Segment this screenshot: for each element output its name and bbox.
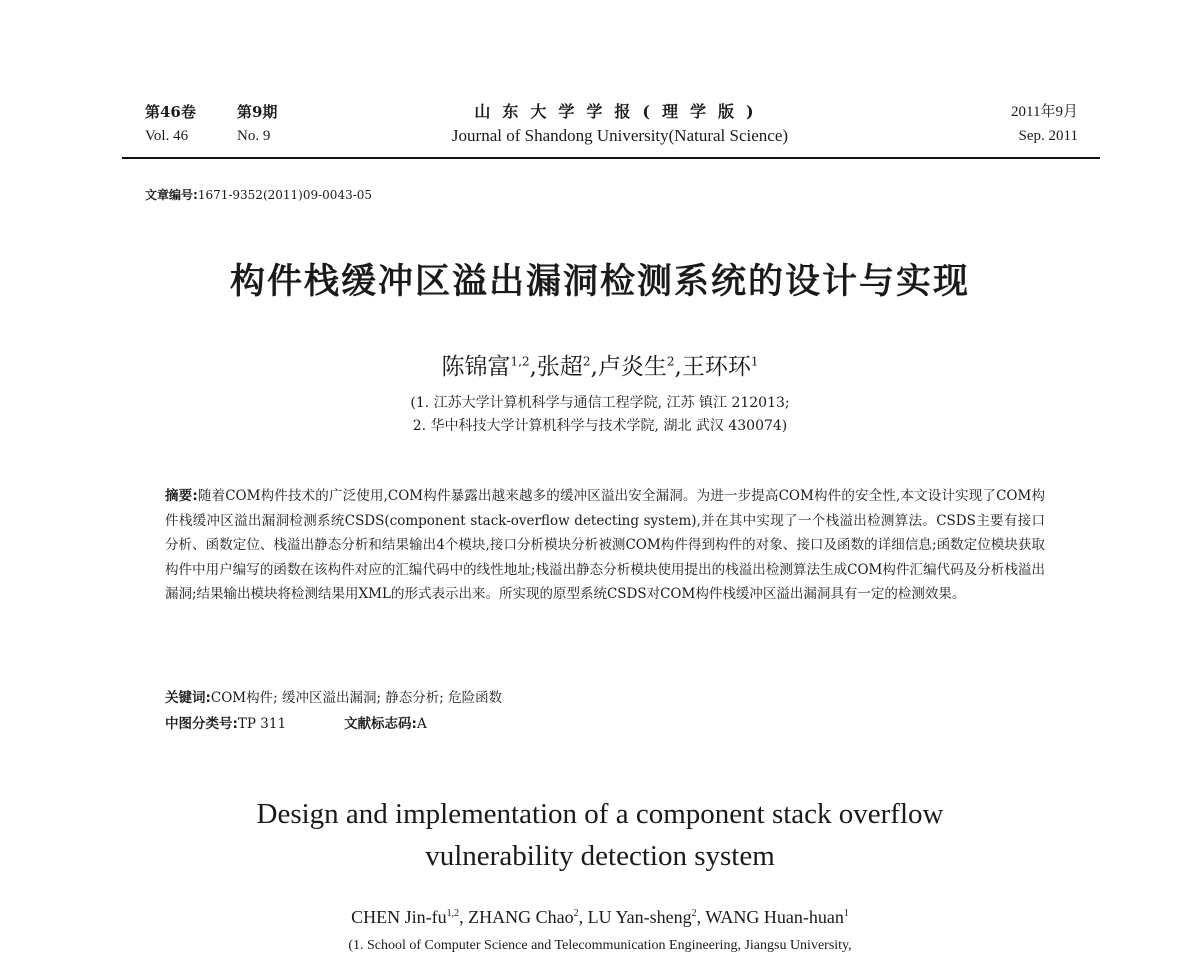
keywords bbox=[165, 686, 502, 706]
doc-code bbox=[344, 712, 427, 732]
author-name: ZHANG Chao bbox=[468, 907, 574, 927]
author-sep: , bbox=[529, 354, 537, 380]
author-name: 陈锦富 bbox=[441, 354, 511, 380]
author-name: WANG Huan-huan bbox=[705, 907, 844, 927]
article-number-value: 1671-9352(2011)09-0043-05 bbox=[197, 188, 373, 202]
author-name: 王环环 bbox=[681, 354, 751, 380]
title-en-line: vulnerability detection system bbox=[425, 840, 775, 872]
doc-label: 文献标志码: bbox=[344, 716, 417, 732]
abstract-label: 摘要: bbox=[165, 488, 198, 504]
title-en bbox=[0, 793, 1200, 877]
header-rule bbox=[122, 157, 1100, 159]
author-sep: , bbox=[674, 354, 682, 380]
author-sep: , bbox=[578, 907, 588, 927]
classification bbox=[165, 712, 427, 732]
abstract bbox=[165, 484, 1045, 607]
author-sup: 1,2 bbox=[446, 908, 460, 919]
article-number bbox=[145, 186, 372, 203]
issue-cn: 第9期 bbox=[237, 103, 278, 121]
clc-code bbox=[165, 712, 286, 732]
abstract-text: 随着COM构件技术的广泛使用,COM构件暴露出越来越多的缓冲区溢出安全漏洞。为进一步提高COM构件的安全性,本文设计实现了COM构件栈缓冲区溢出漏洞检测系统CSDS(component stack-overflow detecting system),并在其中实现了一个栈溢出检测算法。CSDS主要有接口分析、函数定位、栈溢出静态分析和结果输出4个模块,接口分析模块分析被测COM构件得到构件的对象、接口及函数的详细信息;函数定位模块获取构件中用户编写的函数在该构件对应的汇编代码中的线性地址;栈溢出静态分析模块使用提出的栈溢出检测算法生成COM构件汇编代码及分析栈溢出漏洞;结果输出模块将检测结果用XML的形式表示出来。所实现的原型系统CSDS对COM构件栈缓冲区溢出漏洞具有一定的检测效果。 bbox=[165, 488, 1045, 602]
doc-value: A bbox=[416, 716, 427, 732]
article-number-label: 文章编号: bbox=[145, 188, 198, 202]
affiliation-en: (1. School of Computer Science and Telecommunication Engineering, Jiangsu University, bbox=[348, 938, 852, 953]
author-sep: , bbox=[590, 354, 598, 380]
authors-en bbox=[0, 907, 1200, 928]
author-sup: 1 bbox=[843, 908, 849, 919]
affiliations-cn bbox=[300, 392, 900, 438]
author-name: 卢炎生 bbox=[597, 354, 667, 380]
clc-label: 中图分类号: bbox=[165, 716, 238, 732]
author-sup: 2 bbox=[666, 354, 675, 369]
issue-date bbox=[1011, 100, 1078, 148]
volume-cn: 第46卷 bbox=[145, 103, 196, 121]
keywords-label: 关键词: bbox=[165, 690, 211, 706]
author-sup: 2 bbox=[582, 354, 591, 369]
author-sup: 1 bbox=[750, 354, 759, 369]
journal-name-en: Journal of Shandong University(Natural Science) bbox=[451, 126, 789, 145]
title-cn: 构件栈缓冲区溢出漏洞检测系统的设计与实现 bbox=[229, 262, 970, 302]
volume-en: Vol. 46 bbox=[145, 128, 189, 144]
issue-en: No. 9 bbox=[237, 128, 271, 144]
title-en-line: Design and implementation of a component stack overflow bbox=[256, 798, 944, 830]
authors-cn bbox=[300, 348, 900, 381]
author-name: CHEN Jin-fu bbox=[351, 907, 447, 927]
date-en: Sep. 2011 bbox=[1018, 128, 1078, 144]
issue-info bbox=[145, 100, 277, 148]
keywords-text: COM构件; 缓冲区溢出漏洞; 静态分析; 危险函数 bbox=[210, 690, 503, 706]
affiliation-line: 2. 华中科技大学计算机科学与技术学院, 湖北 武汉 430074) bbox=[412, 418, 788, 434]
author-sup: 1,2 bbox=[510, 354, 530, 369]
journal-name-cn: 山东大学学报(理学版) bbox=[474, 102, 766, 121]
clc-value: TP 311 bbox=[237, 716, 287, 732]
author-name: 张超 bbox=[536, 354, 583, 380]
journal-name bbox=[380, 100, 860, 148]
author-sup: 2 bbox=[573, 908, 579, 919]
author-sup: 2 bbox=[691, 908, 697, 919]
date-cn: 2011年9月 bbox=[1011, 104, 1078, 120]
author-sep: , bbox=[459, 907, 469, 927]
affiliation-line: (1. 江苏大学计算机科学与通信工程学院, 江苏 镇江 212013; bbox=[410, 395, 790, 411]
author-sep: , bbox=[696, 907, 706, 927]
author-name: LU Yan-sheng bbox=[587, 907, 692, 927]
